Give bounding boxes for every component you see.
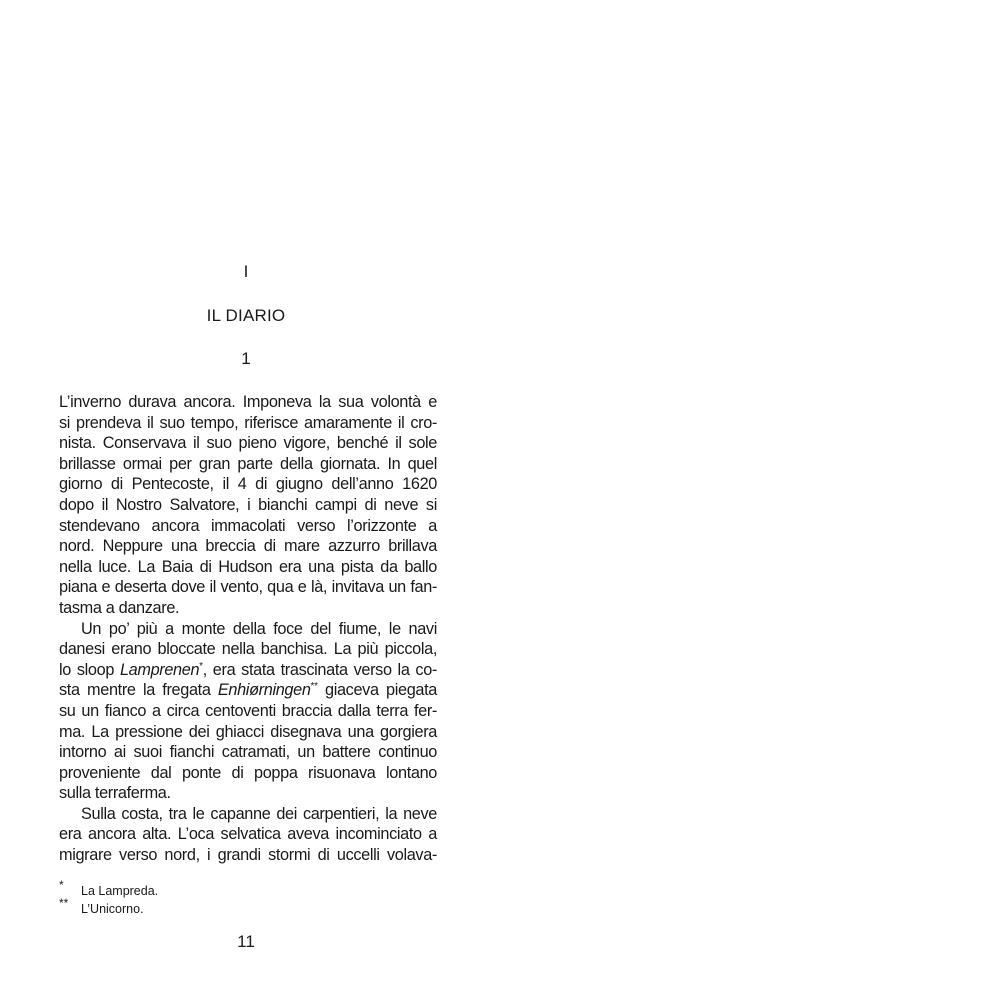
line-segment: giaceva piegata <box>317 681 437 700</box>
text-line: migrare verso nord, i grandi stormi di uccelli volava- <box>59 846 437 865</box>
text-line: su un fianco a circa centoventi braccia dalla terra fer- <box>59 701 437 720</box>
text-line: brillasse ormai per gran parte della giornata. In quel <box>59 454 437 473</box>
footnote-ref: ** <box>310 681 318 693</box>
text-line: tasma a danzare. <box>59 598 180 617</box>
text-line: ma. La pressione dei ghiacci disegnava una gorgiera <box>59 722 437 741</box>
part-title: IL DIARIO <box>206 306 286 325</box>
text-line: stendevano ancora immacolati verso l’orizzonte a <box>59 516 437 535</box>
ship-name-lamprenen: Lamprenen <box>119 660 200 679</box>
chapter-number: 1 <box>241 349 251 368</box>
text-line: proveniente dal ponte di poppa risuonava lontano <box>59 763 437 782</box>
text-line: intorno ai suoi fianchi catramati, un battere continuo <box>59 743 437 762</box>
text-line: dopo il Nostro Salvatore, i bianchi campi di neve si <box>59 495 437 514</box>
footnote-ref: * <box>199 660 203 672</box>
text-line: danesi erano bloccate nella banchisa. La più piccola, <box>59 640 437 659</box>
footnote-mark: * <box>59 878 64 892</box>
text-line-with-ship-name <box>59 680 437 701</box>
text-line: piana e deserta dove il vento, qua e là, invitava un fan- <box>59 578 437 597</box>
text-line: era ancora alta. L’oca selvatica aveva incominciato a <box>59 825 437 844</box>
text-line: si prendeva il suo tempo, riferisce amaramente il cro- <box>59 413 437 432</box>
line-segment: lo sloop <box>59 660 120 679</box>
text-line: nord. Neppure una breccia di mare azzurro brillava <box>59 537 437 556</box>
footnote <box>59 880 359 898</box>
footnote <box>59 898 359 916</box>
line-segment: , era stata trascinata verso la co- <box>202 660 437 679</box>
line-segment: sta mentre la fregata <box>59 681 218 700</box>
footnote-mark: ** <box>59 896 69 910</box>
page-number: 11 <box>237 932 255 951</box>
text-line: L’inverno durava ancora. Imponeva la sua volontà e <box>59 393 437 411</box>
part-number: I <box>243 262 249 281</box>
text-line: giorno di Pentecoste, il 4 di giugno dell’anno 1620 <box>59 475 437 494</box>
text-line-with-ship-name <box>59 660 437 681</box>
text-line: nella luce. La Baia di Hudson era una pista da ballo <box>59 557 437 576</box>
footnote-text: La Lampreda. <box>81 884 159 898</box>
body-text <box>59 392 437 866</box>
text-line: nista. Conservava il suo pieno vigore, benché il sole <box>59 434 437 453</box>
text-line: Sulla costa, tra le capanne dei carpentieri, la neve <box>81 804 437 823</box>
ship-name-enhiorningen: Enhiørningen <box>217 681 311 700</box>
text-line: sulla terraferma. <box>59 784 171 803</box>
footnote-text: L’Unicorno. <box>81 902 144 916</box>
text-line: Un po’ più a monte della foce del fiume, le navi <box>81 619 437 638</box>
footnotes <box>59 880 359 916</box>
